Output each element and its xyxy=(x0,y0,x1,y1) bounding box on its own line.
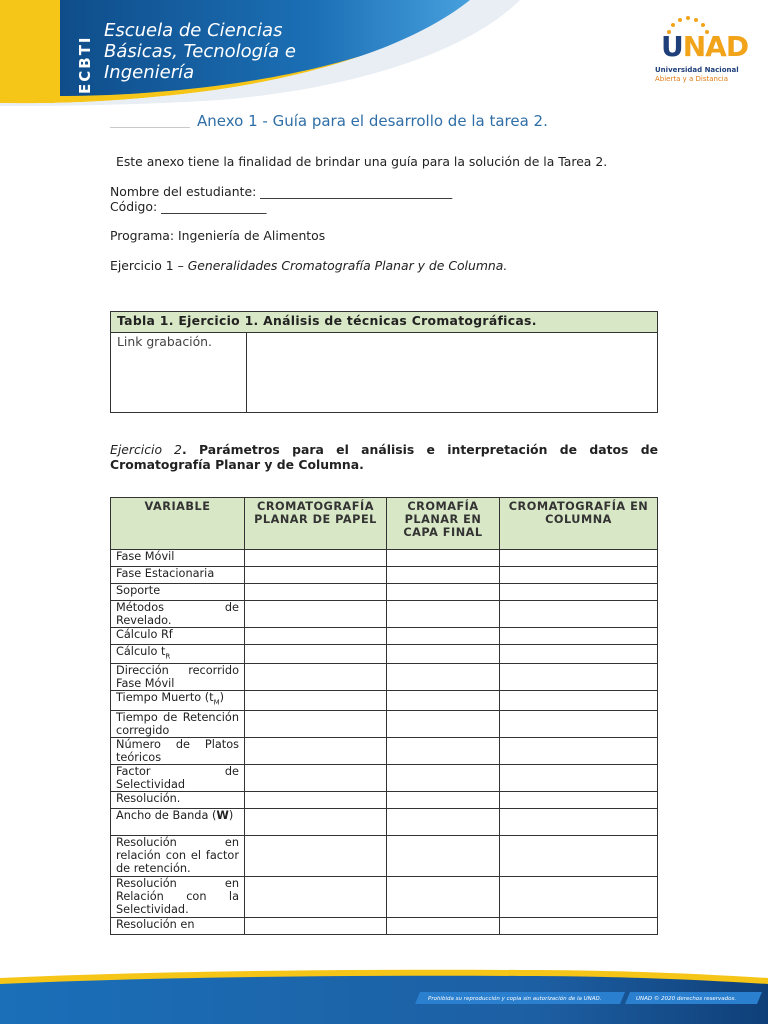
table-row xyxy=(111,737,658,764)
exercise-2-heading: Ejercicio 2. Parámetros para el análisis e interpretación de datos de Cromatografía Planar y de Columna. xyxy=(110,442,659,472)
school-name-line-1: Escuela de Ciencias xyxy=(104,20,283,41)
unad-logo-word: UNAD xyxy=(661,30,749,63)
table-row xyxy=(111,691,658,710)
table-2-answer-cell[interactable] xyxy=(387,645,500,664)
table-2-answer-cell[interactable] xyxy=(387,628,500,645)
table-2-variable-cell: Número de Platos teóricos xyxy=(111,737,245,764)
table-row xyxy=(111,645,658,664)
table-row xyxy=(111,835,658,876)
table-2-answer-cell[interactable] xyxy=(387,808,500,835)
table-2-answer-cell[interactable] xyxy=(387,584,500,601)
table-2-answer-cell[interactable] xyxy=(500,691,658,710)
table-2-answer-cell[interactable] xyxy=(500,876,658,917)
table-2-variable-cell: Resolución en relación con el factor de retención. xyxy=(111,835,245,876)
table-2-answer-cell[interactable] xyxy=(500,791,658,808)
table-2-answer-cell[interactable] xyxy=(500,645,658,664)
footer-rights: UNAD © 2020 derechos reservados. xyxy=(636,996,737,1002)
table-2-variable-cell: Resolución en xyxy=(111,917,245,934)
table-row xyxy=(111,764,658,791)
table-2-answer-cell[interactable] xyxy=(245,737,387,764)
title-rule xyxy=(110,127,190,128)
table-2-answer-cell[interactable] xyxy=(387,737,500,764)
table-2-answer-cell[interactable] xyxy=(387,664,500,691)
table-2-variable-cell: Dirección recorrido Fase Móvil xyxy=(111,664,245,691)
table-2-answer-cell[interactable] xyxy=(245,601,387,628)
table-2-answer-cell[interactable] xyxy=(245,628,387,645)
table-2-variable-cell: Cálculo $t_R$ xyxy=(111,645,245,664)
table-2-variable-cell: Ancho de Banda (W) xyxy=(111,808,245,835)
table-2-answer-cell[interactable] xyxy=(245,808,387,835)
student-code-line: Código: _________________ xyxy=(110,199,267,214)
table-2-answer-cell[interactable] xyxy=(500,764,658,791)
table-2-answer-cell[interactable] xyxy=(387,710,500,737)
table-2-answer-cell[interactable] xyxy=(500,567,658,584)
page-title: Anexo 1 - Guía para el desarrollo de la tarea 2. xyxy=(197,112,548,130)
table-2-answer-cell[interactable] xyxy=(500,664,658,691)
table-2-variable-cell: Resolución en Relación con la Selectividad. xyxy=(111,876,245,917)
table-row xyxy=(111,876,658,917)
school-name xyxy=(104,20,296,83)
table-2-answer-cell[interactable] xyxy=(387,550,500,567)
unad-logo-subtitle-2: Abierta y a Distancia xyxy=(655,75,729,83)
table-2-answer-cell[interactable] xyxy=(387,876,500,917)
school-name-line-2: Básicas, Tecnología e xyxy=(104,41,296,62)
table-1-link-cell[interactable] xyxy=(247,333,658,413)
table-row xyxy=(111,601,658,628)
unad-logo xyxy=(655,14,749,84)
table-2-answer-cell[interactable] xyxy=(387,601,500,628)
table-2-answer-cell[interactable] xyxy=(387,567,500,584)
table-2-answer-cell[interactable] xyxy=(500,550,658,567)
ecbti-vertical-label: ECBTI xyxy=(76,35,94,94)
table-2-variable-cell: Soporte xyxy=(111,584,245,601)
table-row xyxy=(111,917,658,934)
page-header xyxy=(0,0,768,110)
table-2-answer-cell[interactable] xyxy=(245,835,387,876)
table-2-answer-cell[interactable] xyxy=(387,764,500,791)
table-2-variable-cell: Fase Estacionaria xyxy=(111,567,245,584)
table-2-answer-cell[interactable] xyxy=(245,710,387,737)
unad-logo-subtitle-1: Universidad Nacional xyxy=(655,66,739,74)
table-2-answer-cell[interactable] xyxy=(245,550,387,567)
table-2-answer-cell[interactable] xyxy=(245,876,387,917)
table-2-answer-cell[interactable] xyxy=(500,710,658,737)
table-2-answer-cell[interactable] xyxy=(245,645,387,664)
table-2-variable-cell: Tiempo Muerto $(t_M)$ xyxy=(111,691,245,710)
table-2-answer-cell[interactable] xyxy=(500,584,658,601)
table-2-answer-cell[interactable] xyxy=(245,664,387,691)
page-footer xyxy=(0,968,768,1024)
table-2-answer-cell[interactable] xyxy=(245,764,387,791)
table-row xyxy=(111,584,658,601)
table-2-variable-cell: Métodos de Revelado. xyxy=(111,601,245,628)
table-2-answer-cell[interactable] xyxy=(500,808,658,835)
program-line: Programa: Ingeniería de Alimentos xyxy=(110,228,326,243)
table-1-row-label: Link grabación. xyxy=(111,333,247,413)
table-2-answer-cell[interactable] xyxy=(245,917,387,934)
exercise-1-heading: Ejercicio 1 – Generalidades Cromatografía Planar y de Columna. xyxy=(110,258,508,273)
table-2-answer-cell[interactable] xyxy=(245,584,387,601)
table-row xyxy=(111,710,658,737)
intro-text: Este anexo tiene la finalidad de brindar una guía para la solución de la Tarea 2. xyxy=(116,154,608,169)
table-2-variable-cell: Resolución. xyxy=(111,791,245,808)
table-2-header-columna: CROMATOGRAFÍA EN COLUMNA xyxy=(500,498,658,550)
table-row xyxy=(111,808,658,835)
table-2-answer-cell[interactable] xyxy=(387,791,500,808)
table-2-body xyxy=(111,550,658,935)
table-row xyxy=(111,664,658,691)
table-2-variable-cell: Tiempo de Retención corregido xyxy=(111,710,245,737)
table-row xyxy=(111,628,658,645)
table-2-answer-cell[interactable] xyxy=(245,791,387,808)
table-2-answer-cell[interactable] xyxy=(245,567,387,584)
table-2-answer-cell[interactable] xyxy=(387,691,500,710)
table-2-header-capa-final: CROMAFÍA PLANAR EN CAPA FINAL xyxy=(387,498,500,550)
table-2-answer-cell[interactable] xyxy=(245,691,387,710)
table-2-answer-cell[interactable] xyxy=(500,835,658,876)
footer-notice: Prohibida su reproducción y copia sin autorización de la UNAD. xyxy=(428,996,602,1002)
table-1-header: Tabla 1. Ejercicio 1. Análisis de técnicas Cromatográficas. xyxy=(111,312,658,333)
table-1 xyxy=(110,311,658,413)
table-2-answer-cell[interactable] xyxy=(387,835,500,876)
table-2-variable-cell: Cálculo Rf xyxy=(111,628,245,645)
table-2-answer-cell[interactable] xyxy=(387,917,500,934)
table-2-variable-cell: Fase Móvil xyxy=(111,550,245,567)
school-name-line-3: Ingeniería xyxy=(104,62,195,83)
table-2-variable-cell: Factor de Selectividad xyxy=(111,764,245,791)
table-2-answer-cell[interactable] xyxy=(500,601,658,628)
table-2-header-variable: VARIABLE xyxy=(111,498,245,550)
table-row xyxy=(111,550,658,567)
student-name-line: Nombre del estudiante: _______________________________ xyxy=(110,184,453,199)
table-row xyxy=(111,567,658,584)
table-2-header-papel: CROMATOGRAFÍA PLANAR DE PAPEL xyxy=(245,498,387,550)
table-2 xyxy=(110,497,658,935)
table-2-answer-cell[interactable] xyxy=(500,628,658,645)
table-2-answer-cell[interactable] xyxy=(500,917,658,934)
table-row xyxy=(111,791,658,808)
table-2-answer-cell[interactable] xyxy=(500,737,658,764)
